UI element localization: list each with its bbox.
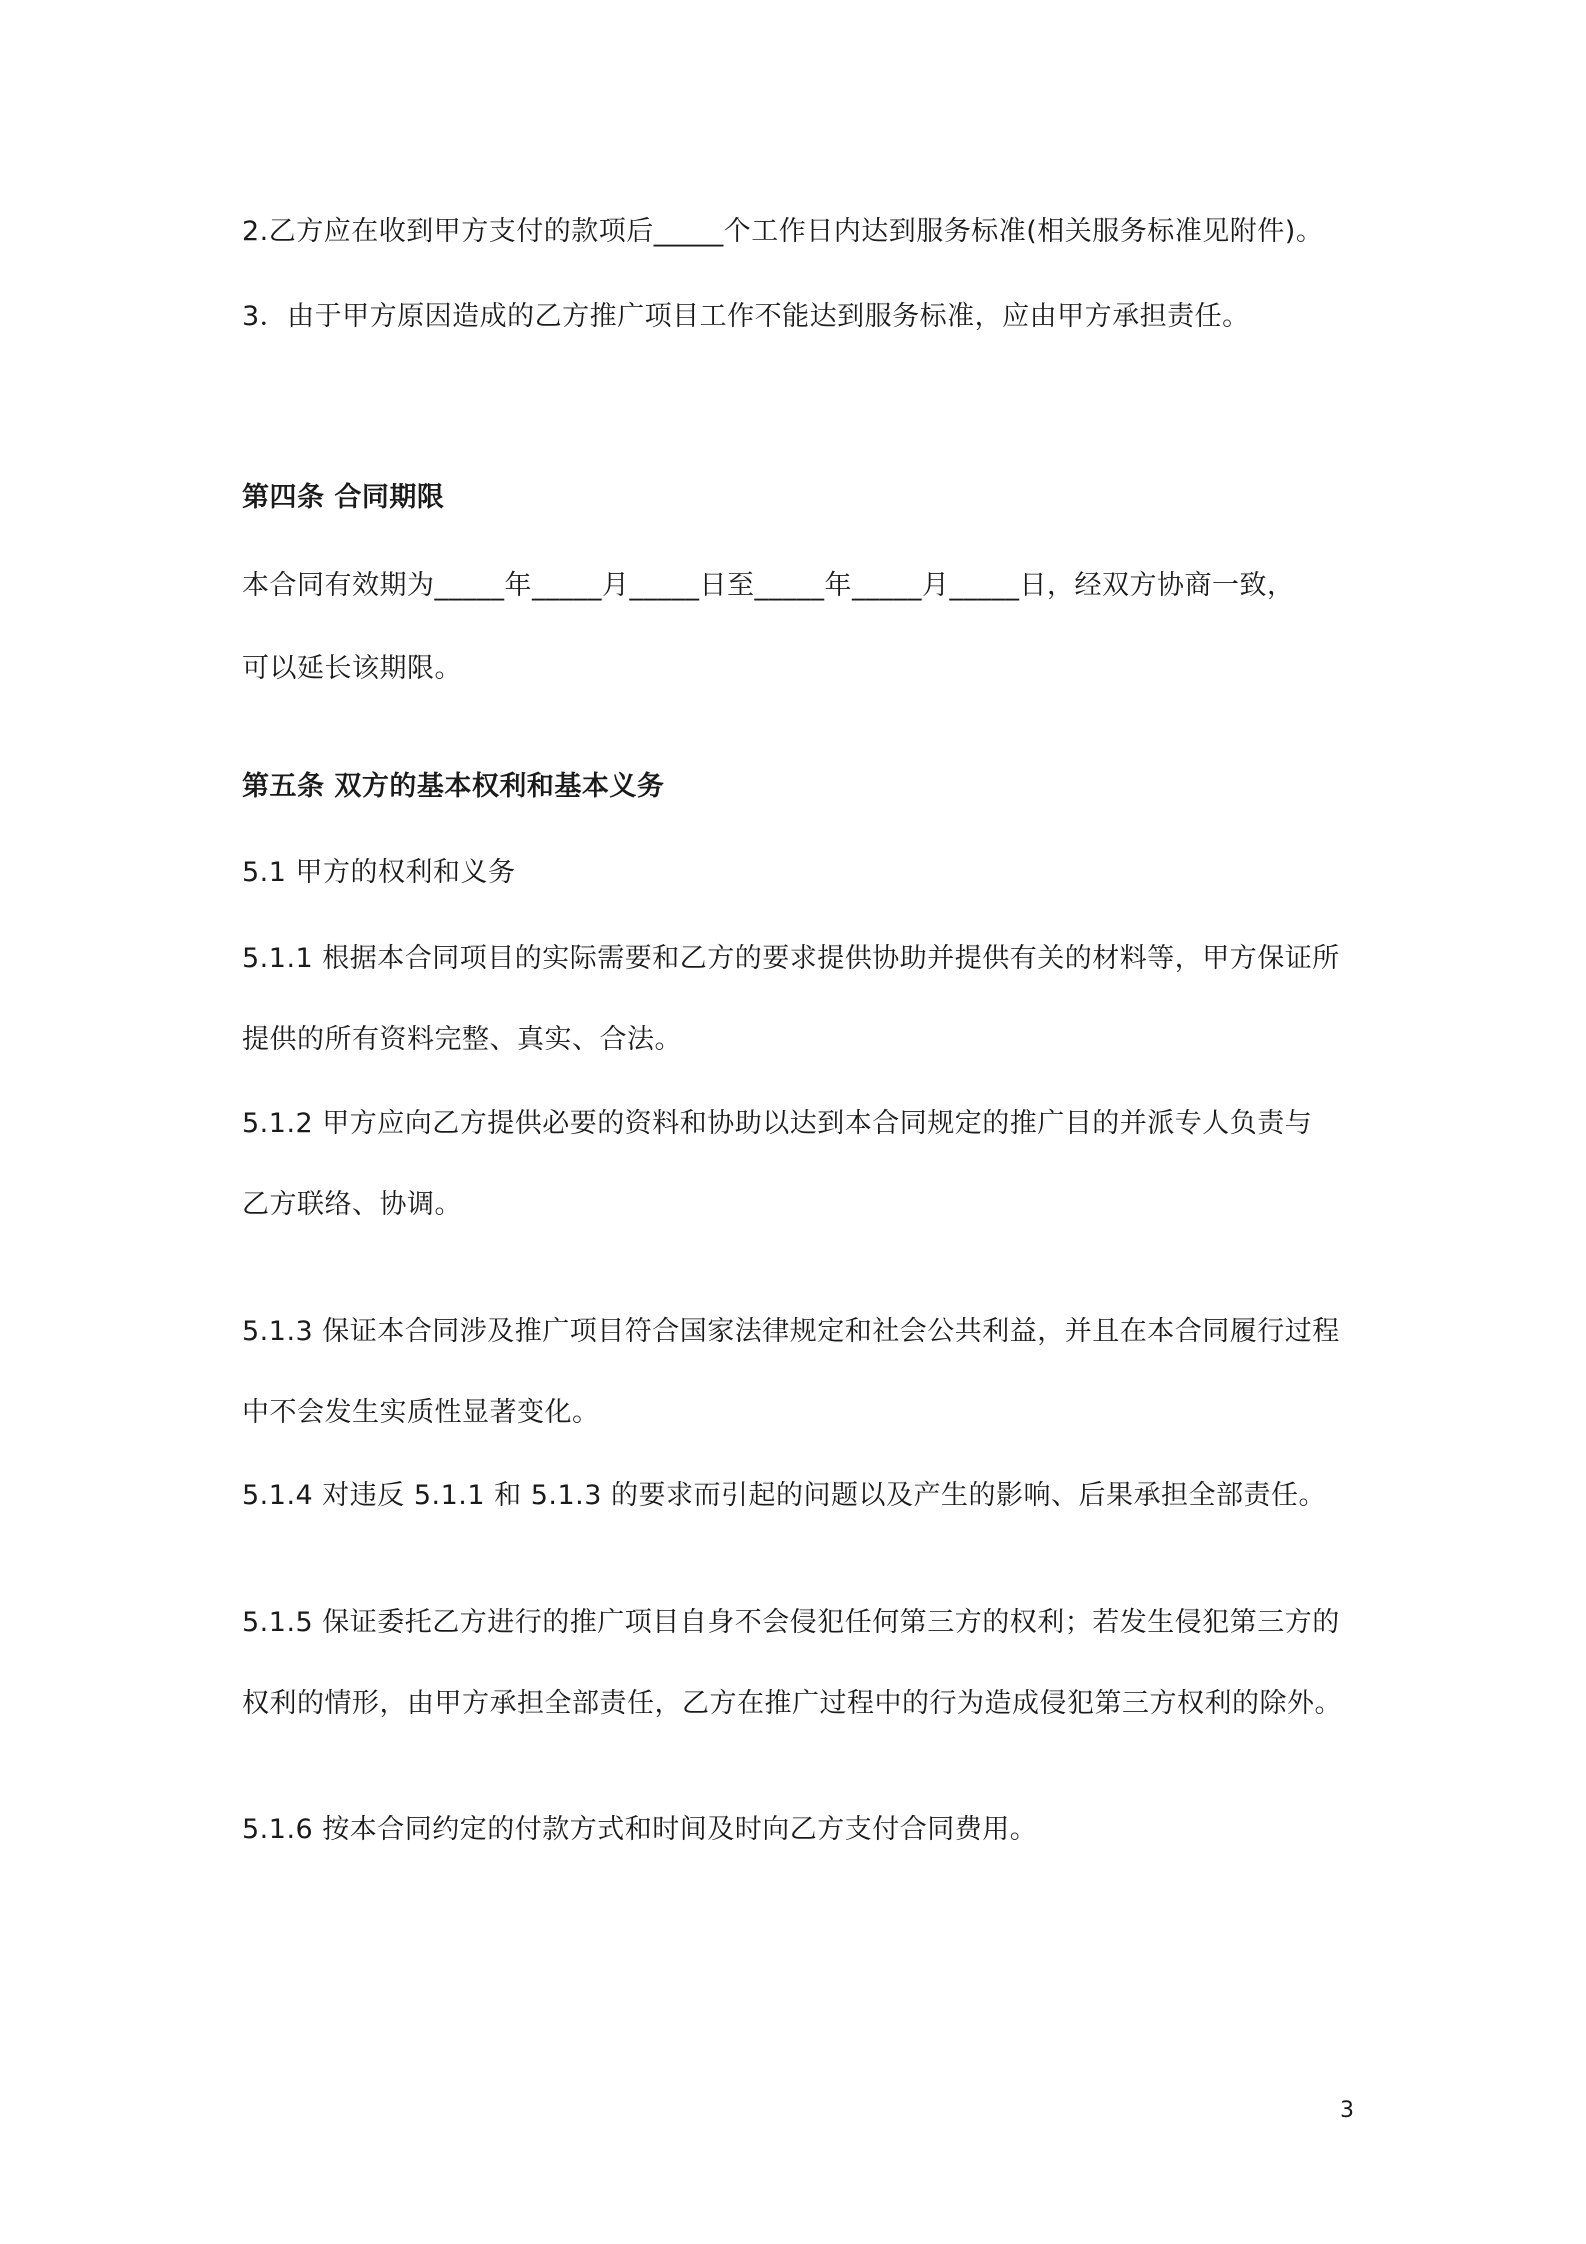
clause-3-3: 3．由于甲方原因造成的乙方推广项目工作不能达到服务标准，应由甲方承担责任。 [242, 301, 1250, 332]
clause-5-1-1-line-2: 提供的所有资料完整、真实、合法。 [242, 1024, 682, 1055]
article-4-body-line-2: 可以延长该期限。 [242, 653, 462, 684]
clause-5-1-5-line-2: 权利的情形，由甲方承担全部责任，乙方在推广过程中的行为造成侵犯第三方权利的除外。 [242, 1688, 1342, 1719]
article-5-heading: 第五条 双方的基本权利和基本义务 [242, 771, 665, 802]
clause-5-1-3-line-1: 5.1.3 保证本合同涉及推广项目符合国家法律规定和社会公共利益，并且在本合同履行过程 [242, 1316, 1340, 1347]
clause-3-2: 2.乙方应在收到甲方支付的款项后_____个工作日内达到服务标准(相关服务标准见附件)。 [242, 216, 1324, 247]
article-4-heading: 第四条 合同期限 [242, 482, 445, 513]
clause-5-1-2-line-2: 乙方联络、协调。 [242, 1189, 462, 1220]
clause-5-1-6: 5.1.6 按本合同约定的付款方式和时间及时向乙方支付合同费用。 [242, 1814, 1038, 1845]
page-number: 3 [1340, 2098, 1354, 2123]
clause-5-1-2-line-1: 5.1.2 甲方应向乙方提供必要的资料和协助以达到本合同规定的推广目的并派专人负责与 [242, 1108, 1313, 1139]
section-5-1-heading: 5.1 甲方的权利和义务 [242, 857, 516, 888]
article-4-body-line-1: 本合同有效期为_____年_____月_____日至_____年_____月_____日，经双方协商一致， [242, 570, 1295, 601]
clause-5-1-3-line-2: 中不会发生实质性显著变化。 [242, 1397, 600, 1428]
clause-5-1-1-line-1: 5.1.1 根据本合同项目的实际需要和乙方的要求提供协助并提供有关的材料等，甲方保证所 [242, 943, 1340, 974]
clause-5-1-5-line-1: 5.1.5 保证委托乙方进行的推广项目自身不会侵犯任何第三方的权利；若发生侵犯第三方的 [242, 1607, 1340, 1638]
clause-5-1-4: 5.1.4 对违反 5.1.1 和 5.1.3 的要求而引起的问题以及产生的影响、后果承担全部责任。 [242, 1480, 1327, 1511]
